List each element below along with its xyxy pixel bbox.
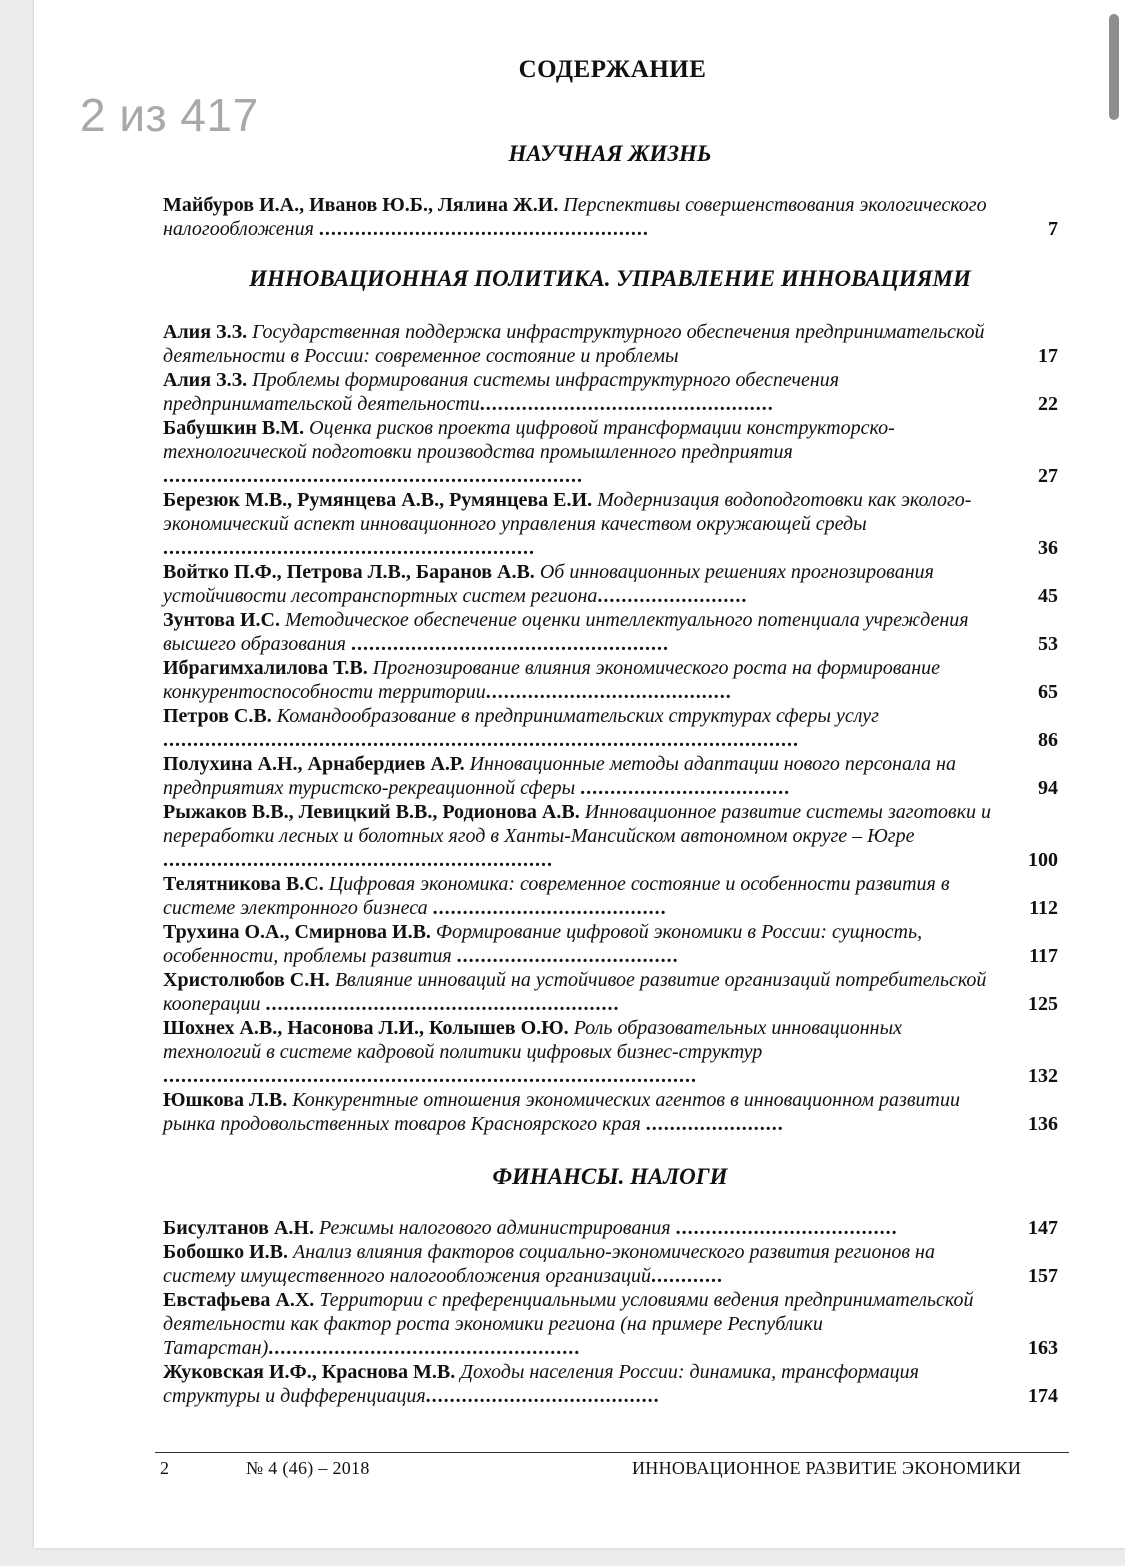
entry-page-number: 174 — [1028, 1385, 1058, 1407]
toc-entry[interactable]: Евстафьева А.Х. Территории с преференциальными условиями ведения предпринимательской деятельности как фактор роста экономики региона (на примере Республики Татарстан).................................................... 163 — [163, 1289, 1058, 1359]
footer-page-number: 2 — [160, 1458, 170, 1478]
entry-title: Инновационное развитие системы заготовки и переработки лесных и болотных ягод в Ханты-Мансийском автономном округе – Югре — [163, 801, 992, 847]
entry-title: Анализ влияния факторов социально-экономического развития регионов на систему имущественного налогообложения организаций — [163, 1241, 935, 1287]
entry-authors: Жуковская И.Ф., Краснова М.В. — [163, 1361, 456, 1383]
footer-divider — [155, 1452, 1069, 1453]
entry-authors: Полухина А.Н., Арнабердиев А.Р. — [163, 753, 465, 775]
entry-authors: Телятникова В.С. — [163, 873, 324, 895]
entry-authors: Петров С.В. — [163, 705, 272, 727]
entry-title: Оценка рисков проекта цифровой трансформации конструкторско-технологической подготовки производства промышленного предприятия — [163, 417, 895, 463]
toc-entry[interactable]: Ибрагимхалилова Т.В. Прогнозирование влияния экономического роста на формирование конкурентоспособности территории......................................... 65 — [163, 657, 1058, 703]
entry-title: Режимы налогового администрирования — [318, 1217, 671, 1239]
section-heading: ФИНАНСЫ. НАЛОГИ — [492, 1164, 728, 1189]
toc-entry[interactable]: Юшкова Л.В. Конкурентные отношения экономических агентов в инновационном развитии рынка продовольственных товаров Красноярского края ....................... 136 — [163, 1089, 1058, 1135]
entry-page-number: 147 — [1028, 1217, 1058, 1239]
entry-authors: Алия З.З. — [163, 369, 248, 391]
entry-title: Об инновационных решениях прогнозирования устойчивости лесотранспортных систем региона — [163, 561, 934, 607]
entry-page-number: 163 — [1028, 1337, 1058, 1359]
entry-page-number: 157 — [1028, 1265, 1058, 1287]
toc-entry[interactable]: Христолюбов С.Н. Ввлияние инноваций на устойчивое развитие организаций потребительской кооперации ........................................................... 125 — [163, 969, 1058, 1015]
page-indicator: 2 из 417 — [80, 89, 259, 141]
toc-entry[interactable]: Алия З.З. Проблемы формирования системы инфраструктурного обеспечения предпринимательской деятельности................................................. 22 — [163, 369, 1058, 415]
entry-page-number: 132 — [1028, 1065, 1058, 1087]
entry-page-number: 27 — [1038, 465, 1058, 487]
entry-authors: Зунтова И.С. — [163, 609, 280, 631]
entry-page-number: 17 — [1038, 345, 1058, 367]
entry-title: Проблемы формирования системы инфраструктурного обеспечения предпринимательской деятельности — [163, 369, 840, 415]
toc-entry[interactable]: Рыжаков В.В., Левицкий В.В., Родионова А.В. Инновационное развитие системы заготовки и переработки лесных и болотных ягод в Ханты-Мансийском автономном округе – Югре ................................................................. 100 — [163, 801, 1058, 871]
entry-title: Государственная поддержка инфраструктурного обеспечения предпринимательской деятельности в России: современное состояние и проблемы — [163, 321, 985, 367]
footer-issue: № 4 (46) – 2018 — [246, 1458, 370, 1478]
entry-authors: Юшкова Л.В. — [163, 1089, 288, 1111]
entry-page-number: 86 — [1038, 729, 1058, 751]
entry-page-number: 7 — [1048, 218, 1058, 240]
entry-page-number: 100 — [1028, 849, 1058, 871]
entry-title: Цифровая экономика: современное состояние и особенности развития в системе электронного бизнеса — [163, 873, 950, 919]
toc-entry[interactable]: Петров С.В. Командообразование в предпринимательских структурах сферы услуг .......................................................................................................... 86 — [163, 705, 1058, 751]
entry-page-number: 22 — [1038, 393, 1058, 415]
entry-title: Инновационные методы адаптации нового персонала на предприятиях туристско-рекреационной сферы — [163, 753, 956, 799]
entry-title: Формирование цифровой экономики в России: сущность, особенности, проблемы развития — [163, 921, 923, 967]
entry-title: Перспективы совершенствования экологического налогообложения — [163, 194, 987, 240]
section-heading: НАУЧНАЯ ЖИЗНЬ — [508, 141, 712, 166]
entry-page-number: 36 — [1038, 537, 1058, 559]
entry-title: Конкурентные отношения экономических агентов в инновационном развитии рынка продовольственных товаров Красноярского края — [163, 1089, 960, 1135]
entry-page-number: 45 — [1038, 585, 1058, 607]
toc-entry[interactable] — [163, 320, 1058, 368]
toc-entry[interactable]: Жуковская И.Ф., Краснова М.В. Доходы населения России: динамика, трансформация структуры и дифференциация....................................... 174 — [163, 1361, 1058, 1407]
entry-authors: Бисултанов А.Н. — [163, 1217, 314, 1239]
entry-title: Роль образовательных инновационных технологий в системе кадровой политики цифровых бизнес-структур — [163, 1017, 903, 1063]
entry-authors: Бобошко И.В. — [163, 1241, 288, 1263]
entry-authors: Ибрагимхалилова Т.В. — [163, 657, 368, 679]
entry-authors: Алия З.З. — [163, 321, 248, 343]
entry-page-number: 136 — [1028, 1113, 1058, 1135]
entry-title: Доходы населения России: динамика, трансформация структуры и дифференциация — [163, 1361, 919, 1407]
entry-page-number: 94 — [1038, 777, 1058, 799]
entry-authors: Шохнех А.В., Насонова Л.И., Колышев О.Ю. — [163, 1017, 569, 1039]
entry-title: Модернизация водоподготовки как эколого-экономический аспект инновационного управления качеством окружающей среды — [163, 489, 972, 535]
entry-authors: Березюк М.В., Румянцева А.В., Румянцева Е.И. — [163, 489, 593, 511]
toc-entry[interactable]: Зунтова И.С. Методическое обеспечение оценки интеллектуального потенциала учреждения высшего образования ..................................................... 53 — [163, 609, 1058, 655]
toc-entry[interactable]: Телятникова В.С. Цифровая экономика: современное состояние и особенности развития в системе электронного бизнеса ....................................... 112 — [163, 873, 1058, 919]
entry-page-number: 112 — [1029, 897, 1058, 919]
toc-entry[interactable]: Бобошко И.В. Анализ влияния факторов социально-экономического развития регионов на систему имущественного налогообложения организаций............ 157 — [163, 1241, 1058, 1287]
document-title: СОДЕРЖАНИЕ — [518, 56, 707, 83]
entry-authors: Бабушкин В.М. — [163, 417, 305, 439]
entry-authors: Трухина О.А., Смирнова И.В. — [163, 921, 431, 943]
toc-entry[interactable]: Войтко П.Ф., Петрова Л.В., Баранов А.В. Об инновационных решениях прогнозирования устойчивости лесотранспортных систем региона......................... 45 — [163, 561, 1058, 607]
entry-title: Территории с преференциальными условиями ведения предпринимательской деятельности как фактор роста экономики региона (на примере Республики Татарстан) — [163, 1289, 974, 1359]
entry-title: Методическое обеспечение оценки интеллектуального потенциала учреждения высшего образования — [163, 609, 969, 655]
entry-authors: Майбуров И.А., Иванов Ю.Б., Лялина Ж.И. — [163, 194, 559, 216]
entry-title: Прогнозирование влияния экономического роста на формирование конкурентоспособности территории — [163, 657, 941, 703]
entry-authors: Христолюбов С.Н. — [163, 969, 330, 991]
entry-title: Ввлияние инноваций на устойчивое развитие организаций потребительской кооперации — [163, 969, 987, 1015]
entry-page-number: 53 — [1038, 633, 1058, 655]
toc-entry[interactable]: Трухина О.А., Смирнова И.В. Формирование цифровой экономики в России: сущность, особенности, проблемы развития ..................................... 117 — [163, 921, 1058, 967]
entry-authors: Евстафьева А.Х. — [163, 1289, 315, 1311]
toc-entry[interactable]: Бабушкин В.М. Оценка рисков проекта цифровой трансформации конструкторско-технологической подготовки производства промышленного предприятия ...................................................................... 27 — [163, 417, 1058, 487]
toc-entry[interactable]: Майбуров И.А., Иванов Ю.Б., Лялина Ж.И. Перспективы совершенствования экологического налогообложения ....................................................... 7 — [163, 194, 1058, 240]
entry-page-number: 125 — [1028, 993, 1058, 1015]
entry-authors: Рыжаков В.В., Левицкий В.В., Родионова А.В. — [163, 801, 580, 823]
toc-entry[interactable]: Шохнех А.В., Насонова Л.И., Колышев О.Ю. Роль образовательных инновационных технологий в системе кадровой политики цифровых бизнес-структур ......................................................................................... 132 — [163, 1017, 1058, 1087]
footer-journal-name: ИННОВАЦИОННОЕ РАЗВИТИЕ ЭКОНОМИКИ — [632, 1458, 1022, 1478]
entry-authors: Войтко П.Ф., Петрова Л.В., Баранов А.В. — [163, 561, 535, 583]
entry-page-number: 117 — [1029, 945, 1058, 967]
entry-title: Командообразование в предпринимательских структурах сферы услуг — [276, 705, 879, 727]
toc-entry[interactable]: Березюк М.В., Румянцева А.В., Румянцева Е.И. Модернизация водоподготовки как эколого-экономический аспект инновационного управления качеством окружающей среды .............................................................. 36 — [163, 489, 1058, 559]
toc-entry[interactable]: Полухина А.Н., Арнабердиев А.Р. Инновационные методы адаптации нового персонала на предприятиях туристско-рекреационной сферы ................................... 94 — [163, 753, 1058, 799]
entry-page-number: 65 — [1038, 681, 1058, 703]
section-heading: ИННОВАЦИОННАЯ ПОЛИТИКА. УПРАВЛЕНИЕ ИННОВАЦИЯМИ — [249, 266, 971, 291]
toc-entry[interactable]: Бисултанов А.Н. Режимы налогового администрирования ..................................... 147 — [163, 1217, 1058, 1239]
